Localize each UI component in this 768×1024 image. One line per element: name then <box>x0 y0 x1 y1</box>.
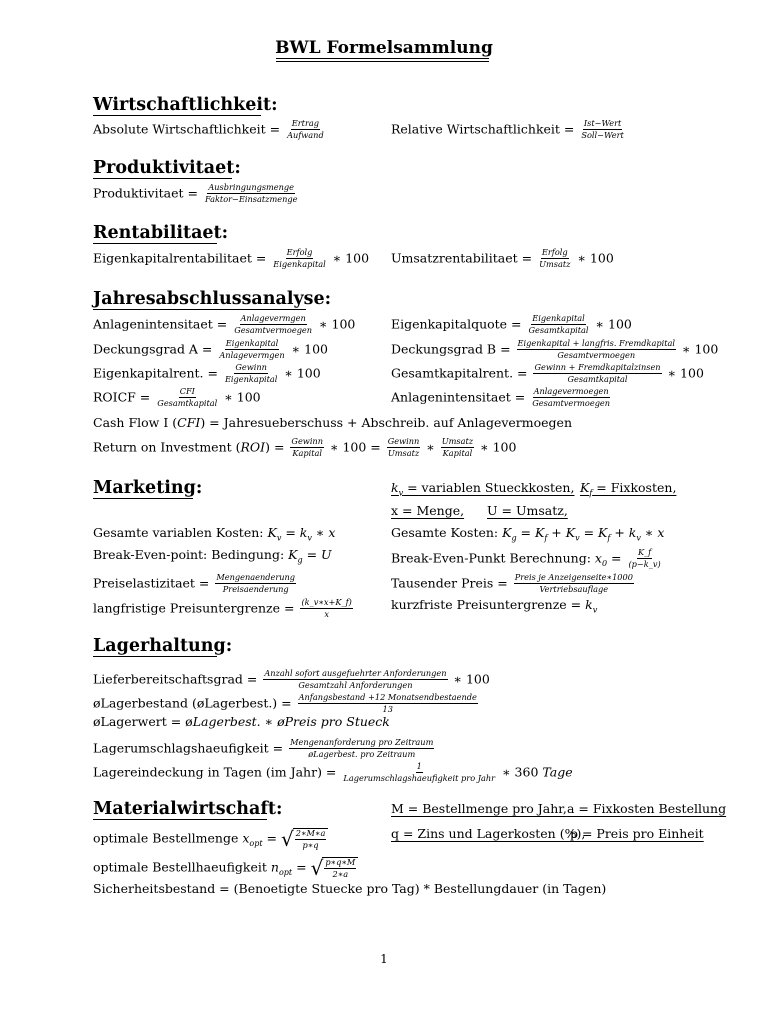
fraction: $\frac{\text{Ist−Wert}}{\text{Soll−Wert}}$ <box>581 118 624 140</box>
fraction: $\frac{\text{Gewinn}}{\text{Eigenkapital}}$ <box>224 362 278 384</box>
fraction: $\frac{\text{Ertrag}}{\text{Aufwand}}$ <box>287 118 324 140</box>
formula-break-even-punkt-berechnung: Break-Even-Punkt Berechnung: $x_0$ = $\frac{K\_f}{(p-k\_v)}$ <box>391 547 661 569</box>
formula-label: Lagerumschlagshaeufigkeit = <box>93 740 284 756</box>
formula-lieferbereitschaftsgrad <box>93 670 490 690</box>
symbol: Lagerbest. ∗ øPreis pro Stueck <box>192 714 390 729</box>
page-number: 1 <box>380 952 388 966</box>
fraction: $\frac{\text{CFI}}{\text{Gesamtkapital}}$ <box>157 386 218 408</box>
fraction: $\frac{\text{Erfolg}}{\text{Umsatz}}$ <box>539 247 571 269</box>
formula-label: Break-Even-point: Bedingung: <box>93 547 285 562</box>
fraction: $\frac{\text{Ausbringungsmenge}}{\text{Faktor−Einsatzmenge}}$ <box>204 182 298 204</box>
formula-label: Break-Even-Punkt Berechnung: <box>391 550 591 566</box>
formula-gesamtkapitalrent <box>391 364 704 384</box>
fraction: $\frac{\text{Mengenaenderung}}{\text{Preisaenderung}}$ <box>216 572 296 594</box>
text: ∗ 100 = <box>329 439 381 455</box>
formula-tail: ∗ 100 <box>319 316 356 332</box>
formula-label: optimale Bestellmenge <box>93 830 239 846</box>
definition-kf-text: $K_f$ = Fixkosten, <box>580 480 677 498</box>
fraction: $\frac{\text{Eigenkapital}}{\text{Gesamtkapital}}$ <box>528 313 589 335</box>
formula-optimale-bestellmenge: optimale Bestellmenge $x_{opt}$ = √ $\frac{2∗M∗a}{p∗q}$ <box>93 828 328 850</box>
symbol: CFI <box>177 415 201 430</box>
fraction: $\frac{K\_f}{(p-k\_v)}$ <box>628 547 661 569</box>
formula-label: ROICF = <box>93 389 151 405</box>
formula-label: Produktivitaet = <box>93 185 198 201</box>
heading-lagerhaltung: Lagerhaltung: <box>93 636 233 656</box>
fraction: $\frac{\text{Gewinn}}{\text{Umsatz}}$ <box>387 436 420 458</box>
heading-marketing: Marketing: <box>93 478 203 498</box>
text: Cash Flow I ( <box>93 415 178 430</box>
definition-kf <box>580 482 676 498</box>
formula-label: Absolute Wirtschaftlichkeit = <box>93 121 281 137</box>
heading-materialwirtschaft: Materialwirtschaft: <box>93 799 283 819</box>
heading-rentabilitaet: Rentabilitaet: <box>93 223 229 243</box>
formula-deckungsgrad-b <box>391 340 718 360</box>
formula-label: Gesamte variablen Kosten: <box>93 525 264 540</box>
formula-lagereindeckung <box>93 763 573 783</box>
fraction: $\frac{\text{Mengenanforderung pro Zeitraum}}{\text{øLagerbest. pro Zeitraum}}$ <box>290 737 434 759</box>
formula-langfristige-preisuntergrenze <box>93 599 355 619</box>
formula-label: kurzfriste Preisuntergrenze = <box>391 597 582 612</box>
heading-underline <box>93 656 217 657</box>
formula-break-even-point: Break-Even-point: Bedingung: $K_g = U$ <box>93 547 332 565</box>
fraction: $\frac{\text{Gewinn + Fremdkapitalzinsen}}{\text{Gesamtkapital}}$ <box>534 362 661 384</box>
formula-tausender-preis <box>391 574 636 594</box>
fraction: $\frac{1}{\text{Lagerumschlagshaeufigkeit pro Jahr}}$ <box>343 761 496 783</box>
formula-label: Umsatzrentabilitaet = <box>391 250 533 266</box>
formula-tail: ∗ 100 <box>224 389 261 405</box>
fraction: $\frac{2∗M∗a}{p∗q}$ <box>295 828 326 850</box>
fraction: $\frac{\text{Anzahl sofort ausgefuehrter Anforderungen}}{\text{Gesamtzahl Anforderungen}}$ <box>264 668 447 690</box>
formula-tail: ∗ 100 <box>667 365 704 381</box>
fraction: $\frac{p∗q∗M}{2∗a}$ <box>325 857 356 879</box>
formula-label: Tausender Preis = <box>391 575 508 591</box>
formula-umsatzrentabilitaet <box>391 249 614 269</box>
heading-underline <box>93 309 306 310</box>
fraction: $\frac{\text{Erfolg}}{\text{Eigenkapital}}$ <box>273 247 326 269</box>
fraction: $\frac{\text{Anfangsbestand +12 Monatsendbestaende}}{13}$ <box>298 692 477 714</box>
formula-label: Eigenkapitalrent. = <box>93 365 218 381</box>
heading-underline <box>93 178 232 179</box>
heading-wirtschaftlichkeit: Wirtschaftlichkeit: <box>93 95 278 115</box>
formula-lagerwert <box>93 716 390 729</box>
formula-lagerbestand <box>93 694 480 714</box>
fraction: $\frac{\text{Eigenkapital + langfris. Fremdkapital}}{\text{Gesamtvermoegen}}$ <box>517 338 675 360</box>
square-root: √ $\frac{p∗q∗M}{2∗a}$ <box>311 857 359 879</box>
page-title: BWL Formelsammlung <box>275 38 493 58</box>
formula-roicf <box>93 388 261 408</box>
definition-u: U = Umsatz, <box>487 503 568 518</box>
title-underline-1 <box>276 58 489 59</box>
fraction: $\frac{\text{Gewinn}}{\text{Kapital}}$ <box>291 436 323 458</box>
formula-sicherheitsbestand: Sicherheitsbestand = (Benoetigte Stuecke pro Tag) * Bestellungdauer (in Tagen) <box>93 881 607 896</box>
formula-deckungsgrad-a <box>93 340 328 360</box>
formula-preiselastizitaet <box>93 574 298 594</box>
definition-p: p = Preis pro Einheit <box>570 826 704 841</box>
formula-tail: ∗ 100 <box>291 341 328 357</box>
square-root: √ $\frac{2∗M∗a}{p∗q}$ <box>281 828 328 850</box>
formula-eigenkapitalrentabilitaet <box>93 249 369 269</box>
fraction: $\frac{(k\_v∗x+K\_f)}{x}$ <box>301 597 352 619</box>
formula-tail-unit: Tage <box>542 764 573 780</box>
formula-gesamte-kosten: Gesamte Kosten: $K_g = K_f + K_v = K_f + k_v$ ∗ x <box>391 525 665 543</box>
definition-m: M = Bestellmenge pro Jahr, <box>391 801 567 816</box>
formula-produktivitaet <box>93 184 300 204</box>
fraction: $\frac{\text{Preis je Anzeigenseite∗1000}}{\text{Vertriebsauflage}}$ <box>514 572 633 594</box>
formula-label: Lagereindeckung in Tagen (im Jahr) = <box>93 764 337 780</box>
formula-relative-wirtschaftlichkeit <box>391 120 627 140</box>
fraction: $\frac{\text{Eigenkapital}}{\text{Anlagevermgen}}$ <box>219 338 285 360</box>
formula-eigenkapitalrent <box>93 364 321 384</box>
formula-absolute-wirtschaftlichkeit <box>93 120 327 140</box>
text: ∗ 100 <box>480 439 517 455</box>
formula-label: Relative Wirtschaftlichkeit = <box>391 121 575 137</box>
definition-q: q = Zins und Lagerkosten (%), <box>391 826 586 841</box>
text: ∗ <box>426 439 435 455</box>
formula-eigenkapitalquote <box>391 315 632 335</box>
fraction: $\frac{\text{Anlagevermgen}}{\text{Gesamtvermoegen}}$ <box>234 313 313 335</box>
formula-tail: ∗ 100 <box>284 365 321 381</box>
definition-kv-text: $k_v$ = variablen Stueckkosten, <box>391 480 575 498</box>
fraction: $\frac{\text{Umsatz}}{\text{Kapital}}$ <box>441 436 474 458</box>
formula-tail: ∗ 100 <box>332 250 370 266</box>
formula-label: Preiselastizitaet = <box>93 575 210 591</box>
definition-a: a = Fixkosten Bestellung <box>567 801 727 816</box>
heading-underline <box>93 243 217 244</box>
heading-underline <box>93 115 261 116</box>
formula-cash-flow <box>93 417 572 430</box>
formula-tail: ∗ 360 <box>502 764 543 780</box>
symbol: ROI <box>240 439 266 455</box>
formula-optimale-bestellhaeufigkeit: optimale Bestellhaeufigkeit $n_{opt}$ = √ $\frac{p∗q∗M}{2∗a}$ <box>93 857 358 879</box>
heading-produktivitaet: Produktivitaet: <box>93 158 241 178</box>
formula-label: Lieferbereitschaftsgrad = <box>93 671 258 687</box>
formula-anlagenintensitaet-2 <box>391 388 613 408</box>
formula-tail: ∗ 100 <box>453 671 490 687</box>
heading-underline <box>93 819 267 820</box>
formula-label: Anlagenintensitaet = <box>93 316 228 332</box>
formula-label: Eigenkapitalquote = <box>391 316 522 332</box>
formula-label: optimale Bestellhaeufigkeit <box>93 859 267 875</box>
text: øLagerwert = ø <box>93 714 193 729</box>
text: Return on Investment ( <box>93 439 241 455</box>
formula-label: Gesamtkapitalrent. = <box>391 365 528 381</box>
definition-x: x = Menge, <box>391 503 465 518</box>
formula-anlagenintensitaet <box>93 315 355 335</box>
formula-label: Deckungsgrad B = <box>391 341 511 357</box>
definition-kv <box>391 482 574 498</box>
formula-label: langfristige Preisuntergrenze = <box>93 600 295 616</box>
text: ) = Jahresueberschuss + Abschreib. auf Anlagevermoegen <box>200 415 573 430</box>
text: ) = <box>265 439 285 455</box>
formula-tail: ∗ 100 <box>595 316 632 332</box>
formula-kurzfriste-preisuntergrenze: kurzfriste Preisuntergrenze = $k_v$ <box>391 597 598 615</box>
title-underline-2 <box>276 61 489 62</box>
formula-tail: ∗ 100 <box>681 341 719 357</box>
formula-label: Eigenkapitalrentabilitaet = <box>93 250 267 266</box>
heading-underline <box>93 498 193 499</box>
formula-label: Anlagenintensitaet = <box>391 389 526 405</box>
formula-lagerumschlagshaeufigkeit <box>93 739 436 759</box>
heading-jahresabschlussanalyse: Jahresabschlussanalyse: <box>93 289 332 309</box>
fraction: $\frac{\text{Anlagevermoegen}}{\text{Gesamtvermoegen}}$ <box>532 386 611 408</box>
formula-gesamte-variablen-kosten: Gesamte variablen Kosten: $K_v = k_v$ ∗ x <box>93 525 336 543</box>
formula-tail: ∗ 100 <box>577 250 614 266</box>
formula-label: øLagerbestand (øLagerbest.) = <box>93 695 292 711</box>
formula-label: Gesamte Kosten: <box>391 525 499 540</box>
formula-label: Deckungsgrad A = <box>93 341 213 357</box>
formula-roi <box>93 438 516 458</box>
